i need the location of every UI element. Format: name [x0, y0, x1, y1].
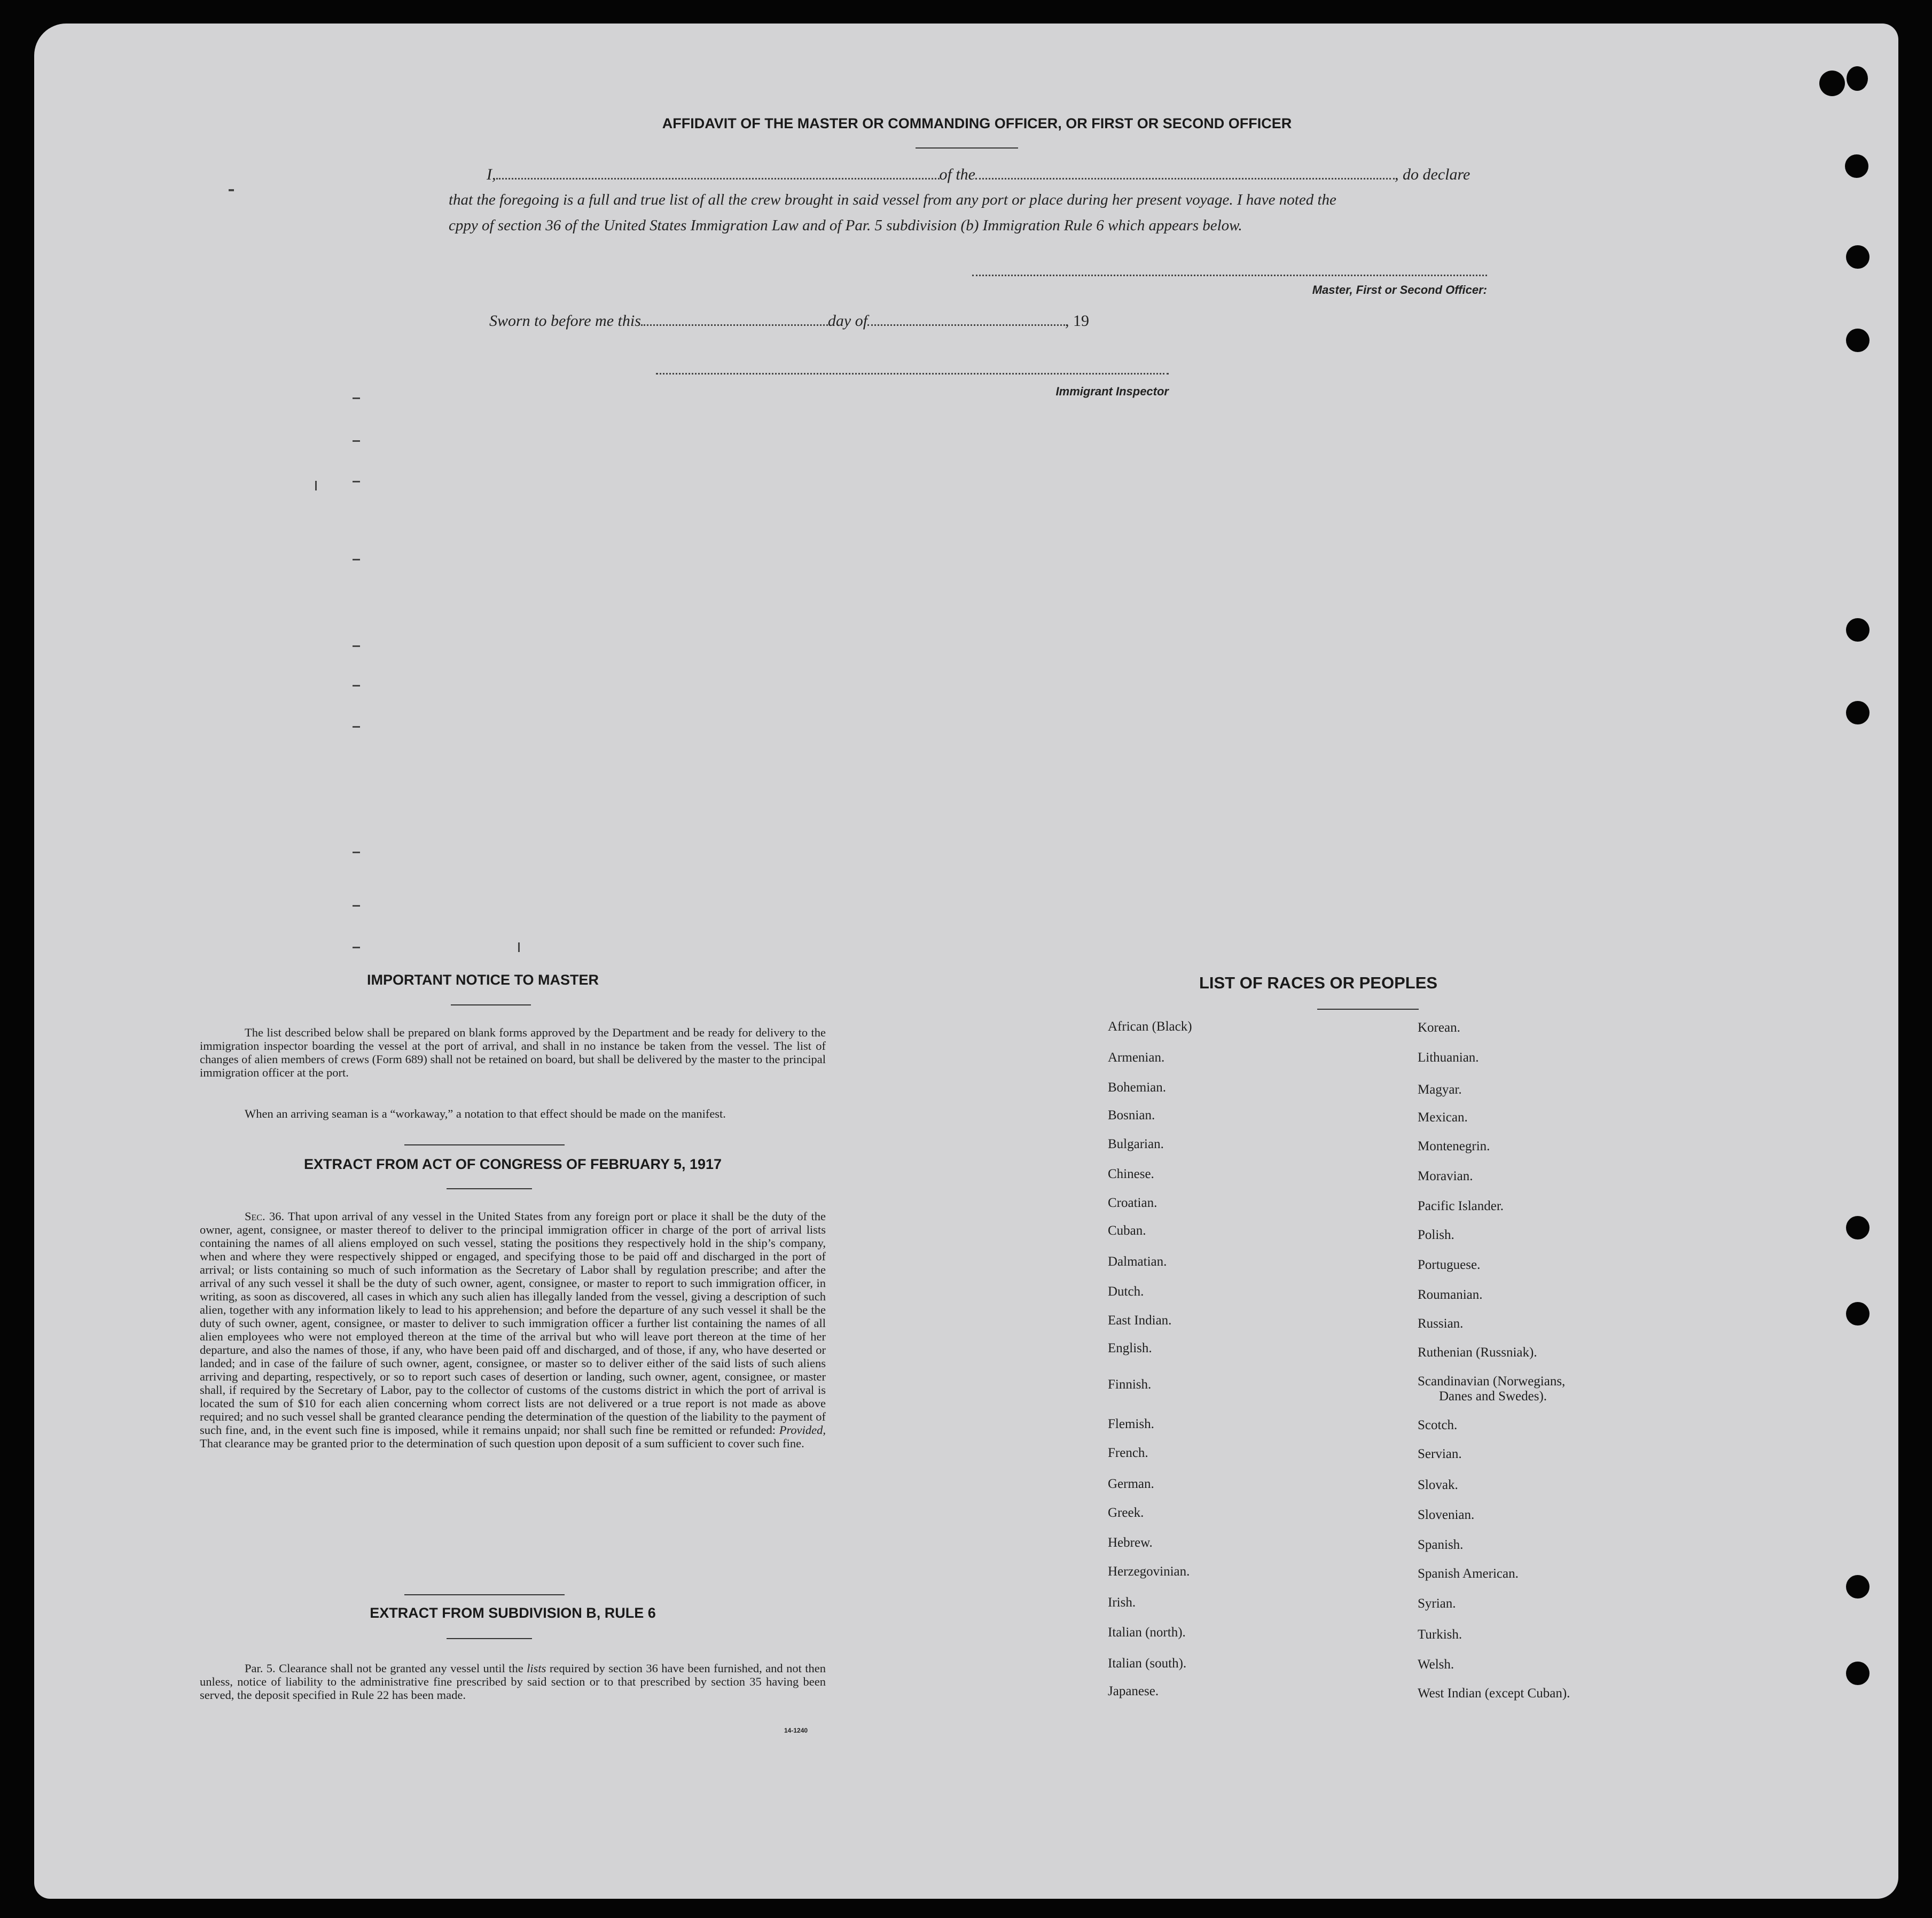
master-signature-label: Master, First or Second Officer:: [1312, 283, 1487, 297]
sworn-prefix: Sworn to before me this: [489, 312, 641, 330]
margin-tick: [229, 189, 234, 191]
race-left-item: Hebrew.: [1108, 1535, 1153, 1550]
margin-tick: [353, 397, 360, 399]
race-left-item: Flemish.: [1108, 1417, 1154, 1431]
race-right-continuation: Danes and Swedes).: [1439, 1389, 1547, 1404]
race-left-item: Dutch.: [1108, 1284, 1144, 1299]
race-right-item: Slovenian.: [1418, 1508, 1475, 1522]
act-title: EXTRACT FROM ACT OF CONGRESS OF FEBRUARY 5, 1917: [303, 1156, 722, 1172]
punch-hole: [1846, 1662, 1870, 1685]
act-section-text: 36. That upon arrival of any vessel in the United States from any foreign port or place it shall be the duty of the owner, agent, consignee, or master thereof to deliver to the principal immigration officer in charge of the port of arrival lists containing the names of all aliens employed on such vessel, stating the positions they respectively hold in the ship’s company, when and where they were respectively shipped or engaged, and specifying those to be paid off and discharged in the port of arrival; or lists containing so much of such information as the Secretary of Labor shall by regulation prescribe; and after the arrival of any such vessel it shall be the duty of such owner, agent, consignee, or master to report to such immigration officer, in writing, as soon as discovered, all cases in which any such alien has illegally landed from the vessel, giving a description of such alien, together with any information likely to lead to his apprehension; and before the departure of any such vessel it shall be the duty of such owner, agent, consignee, or master to deliver to such immigration officer a further list containing the names of all alien employees who were not employed thereon at the time of the arrival but who will leave port thereon at the time of her departure, and also the names of those, if any, who have been paid off and discharged, and of those, if any, who have deserted or landed; and in case of the failure of such owner, agent, consignee, or master so to deliver either of the said lists of such aliens arriving and departing, respectively, or so to report such cases of desertion or landing, such owner, agent, consignee, or master shall, if required by the Secretary of Labor, pay to the collector of customs of the customs district in which the port of arrival is located the sum of $10 for each alien concerning whom correct lists are not delivered or a true report is not made as above required; and no such vessel shall be granted clearance pending the determination of the question of the liability to the payment of such fine, and, in the event such fine is imposed, while it remains unpaid; nor shall such fine be remitted or refunded:: [200, 1210, 826, 1437]
day-blank[interactable]: [641, 324, 828, 326]
race-right-item: Spanish American.: [1418, 1566, 1519, 1581]
act-section-text-end: That clearance may be granted prior to the determination of such question upon deposit of a sum sufficient to cover such fine.: [200, 1437, 804, 1450]
race-right-item: Magyar.: [1418, 1082, 1462, 1097]
race-left-item: African (Black): [1108, 1019, 1192, 1034]
race-right-item: Korean.: [1418, 1020, 1460, 1035]
race-right-item: Moravian.: [1418, 1169, 1473, 1183]
divider: [447, 1188, 532, 1189]
race-right-item: Pacific Islander.: [1418, 1199, 1504, 1213]
race-right-item: Mexican.: [1418, 1110, 1468, 1125]
margin-tick: [353, 726, 360, 728]
race-left-item: Japanese.: [1108, 1684, 1159, 1698]
race-left-item: East Indian.: [1108, 1313, 1172, 1328]
race-right-item: Spanish.: [1418, 1538, 1464, 1552]
punch-hole: [1846, 1575, 1870, 1599]
margin-tick: [353, 645, 360, 647]
race-left-item: English.: [1108, 1341, 1152, 1355]
affidavit-line-2: that the foregoing is a full and true list of all the crew brought in said vessel from any port or place during her present voyage. I have noted the: [449, 191, 1336, 208]
affidavit-declare: , do declare: [1395, 166, 1470, 183]
race-left-item: Bulgarian.: [1108, 1137, 1164, 1151]
race-left-item: Dalmatian.: [1108, 1254, 1167, 1269]
margin-tick: [353, 852, 360, 853]
race-left-item: German.: [1108, 1477, 1154, 1491]
inspector-label: Immigrant Inspector: [1055, 385, 1169, 398]
master-signature-line[interactable]: [972, 275, 1487, 276]
race-right-item: Scandinavian (Norwegians,: [1418, 1374, 1566, 1389]
notice-paragraph-1: The list described below shall be prepared on blank forms approved by the Department and be ready for delivery to the immigration inspector boarding the vessel at the port of arrival, and shall in no instance be taken from the vessel. The list of changes of alien members of crews (Form 689) shall not be retained on board, but shall be delivered by the master to the principal immigration officer at the port.: [200, 1026, 826, 1079]
margin-tick: [315, 481, 317, 490]
divider: [451, 1004, 531, 1005]
margin-tick: [353, 947, 360, 948]
race-left-item: French.: [1108, 1446, 1148, 1460]
affidavit-i: I,: [487, 166, 496, 183]
race-right-item: Slovak.: [1418, 1478, 1458, 1492]
affidavit-line-3: cppy of section 36 of the United States Immigration Law and of Par. 5 subdivision (b) Immigration Rule 6 which appears below.: [449, 217, 1242, 234]
margin-tick: [353, 685, 360, 687]
race-left-item: Cuban.: [1108, 1223, 1146, 1238]
race-right-item: Montenegrin.: [1418, 1139, 1490, 1153]
race-right-item: Syrian.: [1418, 1596, 1456, 1611]
notice-title: IMPORTANT NOTICE TO MASTER: [367, 972, 599, 988]
rule-paragraph: [200, 1662, 826, 1702]
rule-text-start: Par. 5. Clearance shall not be granted any vessel until the: [245, 1662, 523, 1675]
race-left-item: Herzegovinian.: [1108, 1564, 1190, 1579]
affidavit-of-the: of the: [939, 166, 975, 183]
name-blank[interactable]: [496, 177, 940, 180]
affidavit-line-1: [487, 166, 1521, 184]
sworn-line: [489, 312, 1184, 330]
punch-hole: [1846, 245, 1870, 269]
punch-hole: [1846, 329, 1870, 352]
act-section-label: Sec.: [245, 1210, 265, 1223]
margin-tick: [353, 559, 360, 560]
form-page: [34, 24, 1898, 1899]
sworn-year-prefix: , 19: [1065, 312, 1090, 330]
rule-lists-word: lists: [527, 1662, 546, 1675]
punch-hole: [1847, 66, 1868, 91]
race-right-item: Lithuanian.: [1418, 1050, 1479, 1065]
punch-hole: [1846, 618, 1870, 642]
divider: [447, 1638, 532, 1639]
margin-tick: [353, 481, 360, 482]
divider: [916, 147, 1018, 149]
race-right-item: Polish.: [1418, 1228, 1454, 1242]
act-section-36: [200, 1210, 826, 1450]
punch-hole: [1846, 701, 1870, 724]
inspector-signature-line[interactable]: [656, 373, 1169, 375]
margin-tick: [353, 440, 360, 442]
divider: [1317, 1009, 1419, 1010]
race-right-item: Scotch.: [1418, 1418, 1458, 1432]
race-right-item: West Indian (except Cuban).: [1418, 1686, 1570, 1701]
sworn-day-of: day of: [827, 312, 868, 330]
vessel-blank[interactable]: [975, 177, 1395, 180]
race-right-item: Ruthenian (Russniak).: [1418, 1345, 1537, 1360]
affidavit-title: AFFIDAVIT OF THE MASTER OR COMMANDING OFFICER, OR FIRST OR SECOND OFFICER: [662, 115, 1292, 131]
punch-hole: [1846, 1216, 1870, 1239]
race-left-item: Italian (south).: [1108, 1656, 1187, 1671]
punch-hole: [1819, 71, 1845, 96]
punch-hole: [1845, 154, 1868, 178]
race-left-item: Croatian.: [1108, 1196, 1157, 1210]
race-right-item: Portuguese.: [1418, 1258, 1481, 1272]
act-provided: Provided,: [779, 1423, 826, 1437]
race-right-item: Russian.: [1418, 1316, 1464, 1331]
form-number: 14-1240: [784, 1727, 808, 1734]
race-right-item: Servian.: [1418, 1447, 1462, 1461]
punch-hole: [1846, 1302, 1870, 1326]
rule-title: EXTRACT FROM SUBDIVISION B, RULE 6: [370, 1605, 656, 1621]
rule-text-end: required by section 36 have been furnished, and not then unless, notice of liability to the administrative fine prescribed by said section or to that prescribed by section 35 having been served, the deposit specified in Rule 22 has been made.: [200, 1662, 826, 1702]
race-left-item: Armenian.: [1108, 1050, 1165, 1065]
race-right-item: Welsh.: [1418, 1657, 1454, 1672]
divider: [404, 1144, 565, 1145]
race-left-item: Bosnian.: [1108, 1108, 1155, 1122]
notice-paragraph-2: When an arriving seaman is a “workaway,” a notation to that effect should be made on the manifest.: [245, 1107, 726, 1120]
race-left-item: Chinese.: [1108, 1167, 1154, 1181]
race-left-item: Finnish.: [1108, 1377, 1152, 1392]
margin-tick: [518, 942, 520, 952]
race-right-item: Turkish.: [1418, 1627, 1462, 1642]
races-title: LIST OF RACES OR PEOPLES: [1199, 973, 1438, 992]
race-left-item: Italian (north).: [1108, 1625, 1186, 1640]
race-left-item: Greek.: [1108, 1506, 1144, 1520]
divider: [404, 1594, 565, 1595]
race-left-item: Bohemian.: [1108, 1080, 1167, 1095]
race-left-item: Irish.: [1108, 1595, 1136, 1610]
race-right-item: Roumanian.: [1418, 1288, 1483, 1302]
margin-tick: [353, 905, 360, 907]
month-blank[interactable]: [867, 324, 1065, 326]
